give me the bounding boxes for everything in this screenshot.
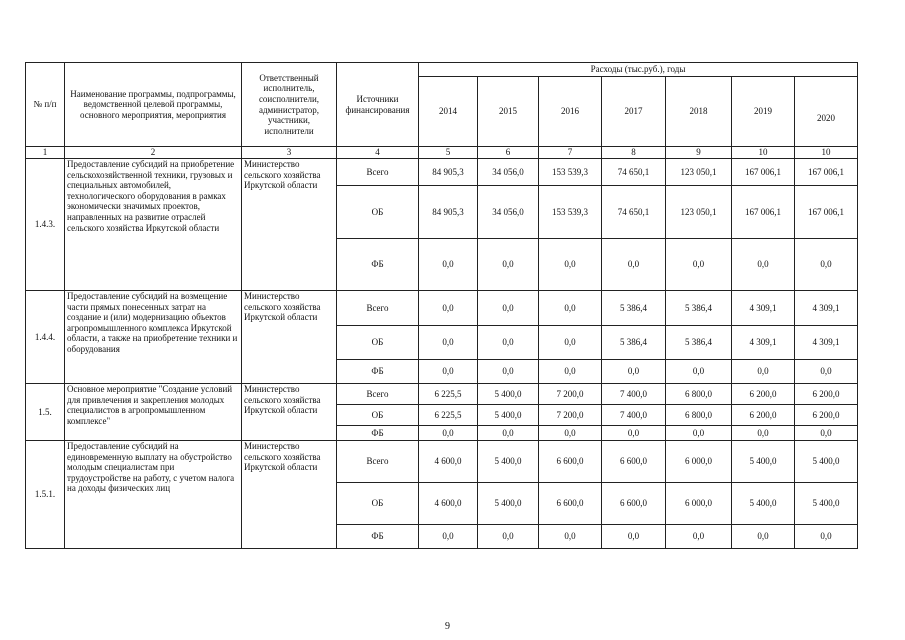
expense-value: 84 905,3	[419, 159, 478, 186]
funding-source: ФБ	[337, 239, 419, 291]
expense-value: 0,0	[539, 426, 602, 441]
expense-value: 0,0	[539, 525, 602, 549]
header-expenses: Расходы (тыс.руб.), годы	[419, 63, 858, 77]
header-year: 2020	[795, 77, 858, 147]
row-number: 1.4.3.	[26, 159, 65, 291]
expense-value: 123 050,1	[666, 186, 732, 239]
expense-value: 5 400,0	[478, 483, 539, 525]
expense-value: 6 200,0	[795, 405, 858, 426]
expense-value: 167 006,1	[795, 159, 858, 186]
expense-value: 34 056,0	[478, 159, 539, 186]
expense-value: 0,0	[478, 326, 539, 360]
funding-source: ОБ	[337, 186, 419, 239]
expense-value: 0,0	[732, 239, 795, 291]
expense-value: 0,0	[602, 426, 666, 441]
expense-value: 153 539,3	[539, 159, 602, 186]
expense-value: 6 800,0	[666, 405, 732, 426]
expense-value: 5 400,0	[795, 441, 858, 483]
measure-name: Предоставление субсидий на возмещение части прямых понесенных затрат на создание и (или) модернизацию объектов агропромышленного комплекса Иркутской области, а также на приобретение техники и оборудования	[65, 291, 242, 384]
expense-value: 84 905,3	[419, 186, 478, 239]
expense-value: 0,0	[732, 426, 795, 441]
table-row	[26, 291, 858, 326]
measure-name: Основное мероприятие "Создание условий для привлечения и закрепления молодых специалистов в агропромышленном комплексе"	[65, 384, 242, 441]
funding-source: ОБ	[337, 483, 419, 525]
expense-value: 6 200,0	[732, 405, 795, 426]
responsible-executor: Министерство сельского хозяйства Иркутской области	[242, 384, 337, 441]
expense-value: 123 050,1	[666, 159, 732, 186]
responsible-executor: Министерство сельского хозяйства Иркутской области	[242, 291, 337, 384]
expense-value: 6 600,0	[539, 441, 602, 483]
header-year: 2014	[419, 77, 478, 147]
funding-source: ОБ	[337, 326, 419, 360]
header-year: 2016	[539, 77, 602, 147]
expense-value: 6 200,0	[795, 384, 858, 405]
expense-value: 0,0	[539, 360, 602, 384]
expense-value: 0,0	[666, 239, 732, 291]
table-row	[26, 441, 858, 483]
expense-value: 0,0	[602, 360, 666, 384]
expense-value: 5 400,0	[732, 441, 795, 483]
expense-value: 0,0	[602, 239, 666, 291]
column-number: 6	[478, 147, 539, 159]
expense-value: 0,0	[539, 291, 602, 326]
expense-value: 6 800,0	[666, 384, 732, 405]
expense-value: 5 386,4	[666, 326, 732, 360]
expense-value: 0,0	[478, 239, 539, 291]
row-number: 1.5.	[26, 384, 65, 441]
expense-value: 7 400,0	[602, 384, 666, 405]
expense-value: 0,0	[478, 525, 539, 549]
funding-source: Всего	[337, 291, 419, 326]
row-number: 1.4.4.	[26, 291, 65, 384]
expense-value: 4 309,1	[732, 326, 795, 360]
expense-value: 4 600,0	[419, 441, 478, 483]
column-number: 10	[732, 147, 795, 159]
expense-value: 74 650,1	[602, 159, 666, 186]
expense-value: 34 056,0	[478, 186, 539, 239]
expense-value: 5 386,4	[666, 291, 732, 326]
header-source: Источники финансирования	[337, 63, 419, 147]
table-row	[26, 159, 858, 186]
expense-value: 5 400,0	[478, 405, 539, 426]
expense-value: 0,0	[419, 291, 478, 326]
expense-value: 167 006,1	[795, 186, 858, 239]
expense-value: 6 600,0	[602, 441, 666, 483]
expense-value: 167 006,1	[732, 159, 795, 186]
expense-value: 4 309,1	[732, 291, 795, 326]
header-year: 2015	[478, 77, 539, 147]
expense-value: 7 400,0	[602, 405, 666, 426]
expense-value: 0,0	[795, 525, 858, 549]
expense-value: 4 309,1	[795, 291, 858, 326]
column-number: 7	[539, 147, 602, 159]
funding-source: Всего	[337, 384, 419, 405]
funding-source: Всего	[337, 159, 419, 186]
column-number: 4	[337, 147, 419, 159]
budget-table	[25, 62, 858, 549]
responsible-executor: Министерство сельского хозяйства Иркутской области	[242, 441, 337, 549]
expense-value: 0,0	[478, 291, 539, 326]
expense-value: 0,0	[419, 326, 478, 360]
header-responsible: Ответственный исполнитель, соисполнители, администратор, участники, исполнители	[242, 63, 337, 147]
page-number: 9	[445, 621, 450, 632]
funding-source: ФБ	[337, 360, 419, 384]
column-number: 5	[419, 147, 478, 159]
column-number: 9	[666, 147, 732, 159]
table-row	[26, 384, 858, 405]
expense-value: 0,0	[666, 360, 732, 384]
expense-value: 0,0	[419, 239, 478, 291]
expense-value: 0,0	[795, 360, 858, 384]
column-number: 3	[242, 147, 337, 159]
expense-value: 6 225,5	[419, 384, 478, 405]
expense-value: 6 600,0	[602, 483, 666, 525]
header-num: № п/п	[26, 63, 65, 147]
expense-value: 6 000,0	[666, 483, 732, 525]
expense-value: 5 386,4	[602, 326, 666, 360]
expense-value: 0,0	[602, 525, 666, 549]
expense-value: 7 200,0	[539, 405, 602, 426]
expense-value: 4 600,0	[419, 483, 478, 525]
funding-source: ФБ	[337, 426, 419, 441]
header-name: Наименование программы, подпрограммы, ведомственной целевой программы, основного мероприятия, мероприятия	[65, 63, 242, 147]
expense-value: 6 225,5	[419, 405, 478, 426]
expense-value: 0,0	[539, 239, 602, 291]
expense-value: 74 650,1	[602, 186, 666, 239]
column-number: 8	[602, 147, 666, 159]
expense-value: 5 400,0	[478, 384, 539, 405]
expense-value: 0,0	[666, 426, 732, 441]
expense-value: 0,0	[666, 525, 732, 549]
column-number: 1	[26, 147, 65, 159]
column-number: 2	[65, 147, 242, 159]
expense-value: 167 006,1	[732, 186, 795, 239]
expense-value: 5 400,0	[795, 483, 858, 525]
header-year: 2017	[602, 77, 666, 147]
column-number: 10	[795, 147, 858, 159]
funding-source: ОБ	[337, 405, 419, 426]
expense-value: 4 309,1	[795, 326, 858, 360]
expense-value: 0,0	[795, 426, 858, 441]
expense-value: 6 000,0	[666, 441, 732, 483]
expense-value: 5 386,4	[602, 291, 666, 326]
expense-value: 0,0	[539, 326, 602, 360]
expense-value: 0,0	[419, 426, 478, 441]
expense-value: 0,0	[419, 525, 478, 549]
expense-value: 0,0	[419, 360, 478, 384]
measure-name: Предоставление субсидий на приобретение сельскохозяйственной техники, грузовых и специальных автомобилей, технологического оборудования в рамках экономически значимых проектов, направленных на развитие отраслей сельского хозяйства Иркутской области	[65, 159, 242, 291]
funding-source: ФБ	[337, 525, 419, 549]
expense-value: 0,0	[732, 360, 795, 384]
expense-value: 5 400,0	[478, 441, 539, 483]
row-number: 1.5.1.	[26, 441, 65, 549]
expense-value: 6 600,0	[539, 483, 602, 525]
responsible-executor: Министерство сельского хозяйства Иркутской области	[242, 159, 337, 291]
expense-value: 7 200,0	[539, 384, 602, 405]
expense-value: 0,0	[478, 426, 539, 441]
measure-name: Предоставление субсидий на единовременную выплату на обустройство молодым специалистам при трудоустройстве на работу, с учетом налога на доходы физических лиц	[65, 441, 242, 549]
column-number-row	[26, 147, 858, 159]
funding-source: Всего	[337, 441, 419, 483]
expense-value: 0,0	[795, 239, 858, 291]
expense-value: 0,0	[478, 360, 539, 384]
expense-value: 0,0	[732, 525, 795, 549]
header-year: 2019	[732, 77, 795, 147]
expense-value: 6 200,0	[732, 384, 795, 405]
expense-value: 5 400,0	[732, 483, 795, 525]
header-year: 2018	[666, 77, 732, 147]
expense-value: 153 539,3	[539, 186, 602, 239]
